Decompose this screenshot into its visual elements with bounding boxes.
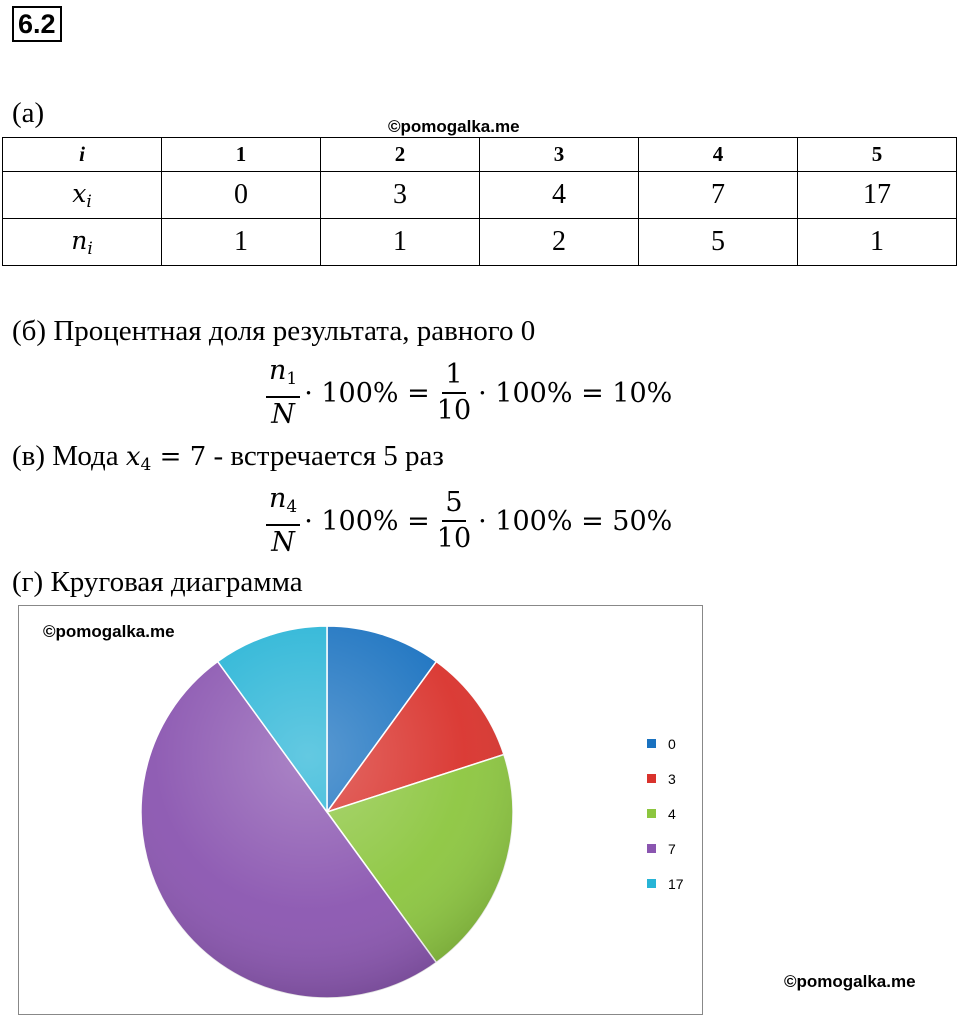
pie-chart [19,606,704,1016]
table-row-x [3,172,957,219]
watermark-chart: ©pomogalka.me [43,622,175,641]
legend-label: 3 [668,770,676,787]
legend-label: 0 [668,735,676,752]
frequency-table [2,137,957,266]
legend-swatch [647,844,656,853]
table-header-cell: 5 [798,138,957,172]
table-cell: 1 [321,219,480,266]
legend-swatch [647,739,656,748]
legend-swatch [647,774,656,783]
table-cell: 4 [480,172,639,219]
part-b-text: (б) Процентная доля результата, равного 0 [12,315,536,347]
legend-item-7 [647,831,684,866]
legend-label: 7 [668,840,676,857]
table-header-cell: i [3,138,162,172]
part-a-label: (а) [12,97,45,129]
part-v-formula: $\frac{n_4}{N}$ · 100% = $\frac{5}{10}$ · 100% = 50% [262,484,672,558]
legend-item-4 [647,796,684,831]
table-header-cell: 2 [321,138,480,172]
pie-chart-container [18,605,703,1015]
chart-legend [647,726,684,901]
part-b-formula: $\frac{n_1}{N}$ · 100% = $\frac{1}{10}$ · 100% = 10% [262,356,672,430]
table-header-cell: 3 [480,138,639,172]
legend-label: 4 [668,805,676,822]
legend-swatch [647,879,656,888]
part-v-text: (в) Мода $x_4 = 7$ - встречается 5 раз [12,440,444,475]
legend-item-3 [647,761,684,796]
legend-label: 17 [668,875,684,892]
table-cell: 1 [162,219,321,266]
table-header-row [3,138,957,172]
row-label-n: $n_i$ [3,219,162,266]
table-header-cell: 4 [639,138,798,172]
table-row-n [3,219,957,266]
legend-item-17 [647,866,684,901]
row-label-x: $x_i$ [3,172,162,219]
problem-number: 6.2 [12,6,62,42]
table-cell: 1 [798,219,957,266]
watermark-top: ©pomogalka.me [388,117,520,136]
legend-swatch [647,809,656,818]
table-cell: 0 [162,172,321,219]
table-header-cell: 1 [162,138,321,172]
part-g-text: (г) Круговая диаграмма [12,566,303,598]
pie-gloss-overlay [141,626,513,998]
legend-item-0 [647,726,684,761]
table-cell: 7 [639,172,798,219]
table-cell: 3 [321,172,480,219]
table-cell: 2 [480,219,639,266]
table-cell: 17 [798,172,957,219]
table-cell: 5 [639,219,798,266]
watermark-bottom: ©pomogalka.me [784,972,916,991]
